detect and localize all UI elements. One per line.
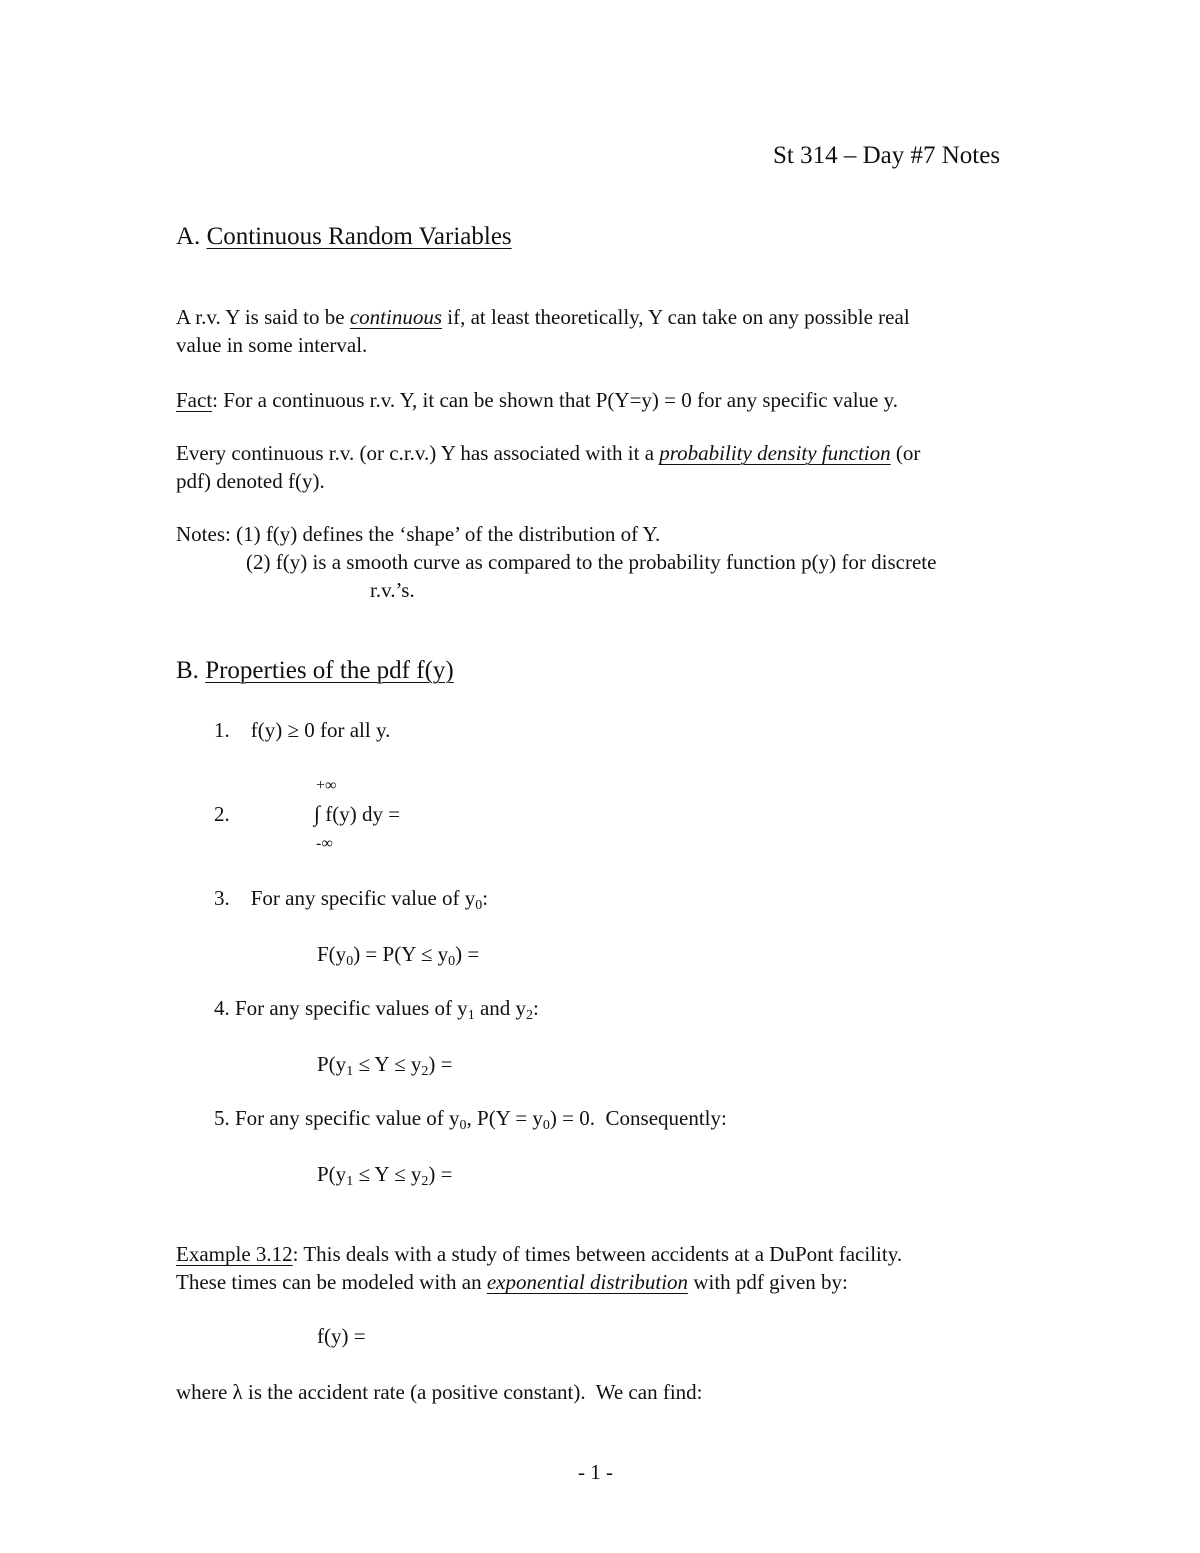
property-item-4 xyxy=(214,994,539,1022)
pdf-definition-line-2: pdf) denoted f(y). xyxy=(176,469,325,493)
cdf-expression xyxy=(317,940,479,968)
pdf-definition-text: Every continuous r.v. (or c.r.v.) Y has associated with it a xyxy=(176,441,660,465)
subscript: 0 xyxy=(346,954,354,969)
section-b-title: Properties of the pdf f(y) xyxy=(205,657,454,684)
continuous-term: continuous xyxy=(349,305,442,329)
item-4-text: and y xyxy=(474,996,527,1020)
property-item-3 xyxy=(214,884,488,912)
subscript: 1 xyxy=(346,1174,354,1189)
example-label: Example 3.12 xyxy=(176,1242,293,1266)
subscript: 0 xyxy=(459,1118,467,1133)
interval-probability-expression-2 xyxy=(317,1160,452,1188)
definition-text: if, at least theoretically, Y can take on any possible real xyxy=(442,305,910,329)
example-text: : This deals with a study of times between accidents at a DuPont facility. xyxy=(292,1242,903,1266)
cdf-text: F(y xyxy=(317,942,347,966)
property-item-2-expression xyxy=(314,800,400,828)
pdf-definition-text: (or xyxy=(890,441,921,465)
fact-text: : For a continuous r.v. Y, it can be shown that P(Y=y) = 0 for any specific value y. xyxy=(212,388,898,412)
section-a-heading xyxy=(176,222,512,252)
subscript: 0 xyxy=(542,1118,550,1133)
example-text: These times can be modeled with an xyxy=(176,1270,487,1294)
pdf-definition-line-1 xyxy=(176,439,920,467)
property-item-5 xyxy=(214,1104,727,1132)
item-5-text: , P(Y = y xyxy=(466,1106,543,1130)
subscript: 2 xyxy=(421,1064,429,1079)
item-4-text: 4. For any specific values of y xyxy=(214,996,468,1020)
notes-line-1: Notes: (1) f(y) defines the ‘shape’ of the distribution of Y. xyxy=(176,522,661,546)
example-text: with pdf given by: xyxy=(688,1270,848,1294)
example-line-1 xyxy=(176,1240,902,1268)
subscript: 1 xyxy=(346,1064,354,1079)
cdf-text: ) = P(Y ≤ y xyxy=(353,942,449,966)
fact-label: Fact xyxy=(176,388,213,412)
pdf-expression: f(y) = xyxy=(317,1324,366,1348)
interval-probability-expression-1 xyxy=(317,1050,452,1078)
property-item-2-number: 2. xyxy=(214,802,230,826)
integral-lower-limit: -∞ xyxy=(316,835,333,852)
integral-sign: ∫ xyxy=(314,801,321,826)
page-title: St 314 – Day #7 Notes xyxy=(773,142,1001,169)
item-4-colon: : xyxy=(533,996,539,1020)
page-number: - 1 - xyxy=(578,1460,613,1484)
cdf-text: ) = xyxy=(455,942,480,966)
item-5-text: ) = 0. Consequently: xyxy=(549,1106,727,1130)
item-3-colon: : xyxy=(482,886,489,910)
subscript: 1 xyxy=(467,1008,475,1023)
prob-text: ≤ Y ≤ y xyxy=(353,1162,422,1186)
prob-text: P(y xyxy=(317,1162,347,1186)
section-b-heading xyxy=(176,656,454,686)
definition-text: A r.v. Y is said to be xyxy=(176,305,350,329)
definition-line-1 xyxy=(176,303,910,331)
subscript: 0 xyxy=(448,954,456,969)
integral-upper-limit: +∞ xyxy=(316,777,337,794)
fact-line xyxy=(176,386,898,414)
prob-text: P(y xyxy=(317,1052,347,1076)
section-a-letter: A. xyxy=(176,223,201,250)
item-5-text: 5. For any specific value of y xyxy=(214,1106,460,1130)
example-line-2 xyxy=(176,1268,848,1296)
prob-text: ) = xyxy=(428,1052,453,1076)
prob-text: ) = xyxy=(428,1162,453,1186)
pdf-term: probability density function xyxy=(659,441,891,465)
subscript: 0 xyxy=(475,898,483,913)
subscript: 2 xyxy=(421,1174,429,1189)
exponential-distribution-term: exponential distribution xyxy=(486,1270,689,1294)
section-a-title: Continuous Random Variables xyxy=(206,223,512,250)
integral-expression: f(y) dy = xyxy=(320,802,401,826)
property-item-1: 1. f(y) ≥ 0 for all y. xyxy=(214,718,391,742)
definition-line-2: value in some interval. xyxy=(176,333,368,357)
notes-line-2: (2) f(y) is a smooth curve as compared to the probability function p(y) for discrete xyxy=(246,550,937,574)
lambda-description: where λ is the accident rate (a positive constant). We can find: xyxy=(176,1380,703,1404)
subscript: 2 xyxy=(526,1008,534,1023)
section-b-letter: B. xyxy=(176,657,199,684)
notes-line-3: r.v.’s. xyxy=(370,578,415,602)
prob-text: ≤ Y ≤ y xyxy=(353,1052,422,1076)
item-3-text: 3. For any specific value of y xyxy=(214,886,476,910)
